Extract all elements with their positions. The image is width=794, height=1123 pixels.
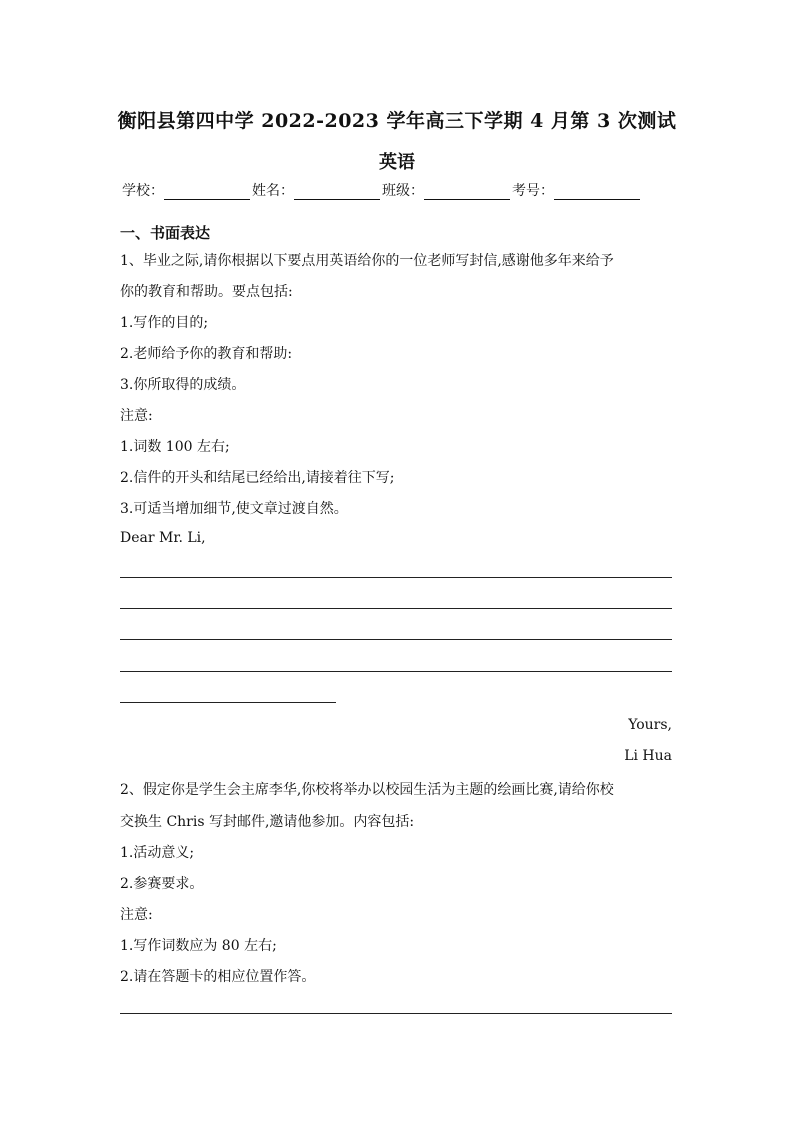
name-label: 姓名： — [252, 183, 294, 199]
q1-signature: Li Hua — [624, 748, 672, 764]
school-blank[interactable] — [164, 185, 250, 200]
exam-number-label: 考号： — [512, 183, 554, 199]
answer-line[interactable] — [120, 608, 672, 609]
q2-prompt-line2: 交换生 Chris 写封邮件,邀请他参加。内容包括: — [120, 814, 415, 830]
answer-line[interactable] — [120, 702, 336, 703]
q2-prompt-line1: 2、假定你是学生会主席李华,你校将举办以校园生活为主题的绘画比赛,请给你校 — [120, 782, 614, 798]
q1-point1: 1.写作的目的; — [120, 315, 209, 331]
answer-line[interactable] — [120, 671, 672, 672]
section-heading: 一、书面表达 — [120, 224, 211, 242]
q2-point2: 2.参赛要求。 — [120, 876, 204, 892]
q1-prompt-line1: 1、毕业之际,请你根据以下要点用英语给你的一位老师写封信,感谢他多年来给予 — [120, 253, 614, 269]
q1-note2: 2.信件的开头和结尾已经给出,请接着往下写; — [120, 470, 395, 486]
answer-line[interactable] — [120, 577, 672, 578]
answer-line[interactable] — [120, 1013, 672, 1014]
q2-note2: 2.请在答题卡的相应位置作答。 — [120, 969, 316, 985]
q1-point2: 2.老师给予你的教育和帮助: — [120, 346, 293, 362]
answer-line[interactable] — [120, 639, 672, 640]
q2-point1: 1.活动意义; — [120, 845, 195, 861]
q1-point3: 3.你所取得的成绩。 — [120, 377, 246, 393]
student-info-row — [122, 180, 674, 200]
school-label: 学校： — [122, 183, 164, 199]
class-blank[interactable] — [424, 185, 510, 200]
q1-salutation: Dear Mr. Li, — [120, 530, 206, 546]
subject-title: 英语 — [379, 152, 415, 173]
q1-note3: 3.可适当增加细节,使文章过渡自然。 — [120, 501, 348, 517]
q2-note1: 1.写作词数应为 80 左右; — [120, 938, 277, 954]
q2-note-label: 注意: — [120, 907, 153, 923]
q1-note1: 1.词数 100 左右; — [120, 439, 230, 455]
class-label: 班级： — [382, 183, 424, 199]
name-blank[interactable] — [294, 185, 380, 200]
q1-prompt-line2: 你的教育和帮助。要点包括: — [120, 284, 293, 300]
q1-note-label: 注意: — [120, 408, 153, 424]
exam-number-blank[interactable] — [554, 185, 640, 200]
q1-closing: Yours, — [628, 717, 672, 733]
exam-title: 衡阳县第四中学 2022-2023 学年高三下学期 4 月第 3 次测试 — [117, 110, 677, 132]
